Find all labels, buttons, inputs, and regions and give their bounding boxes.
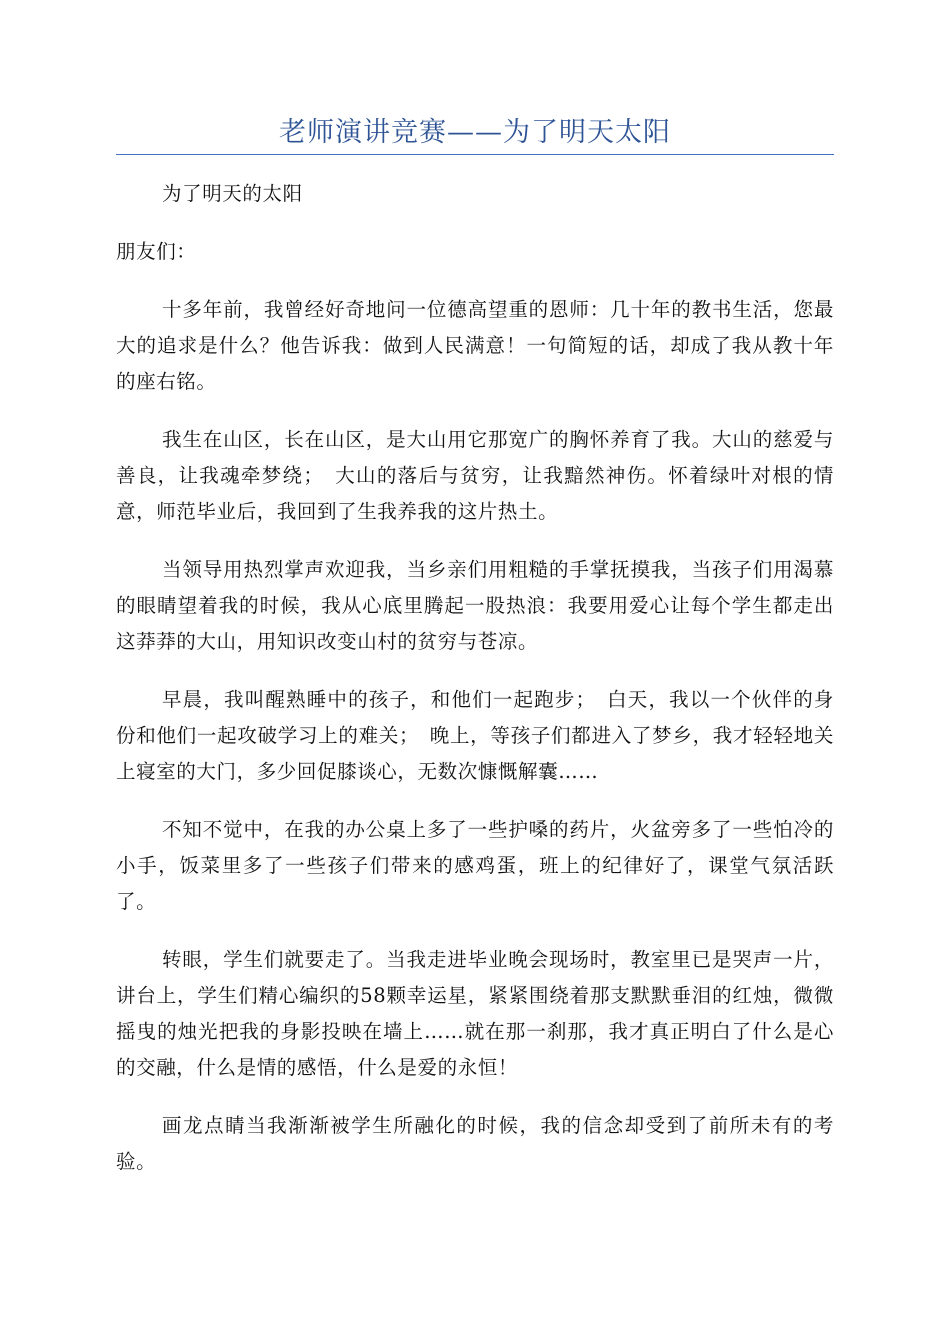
title-underline (116, 154, 834, 155)
paragraph: 当领导用热烈掌声欢迎我，当乡亲们用粗糙的手掌抚摸我，当孩子们用渴慕的眼睛望着我的时候，我从心底里腾起一股热浪：我要用爱心让每个学生都走出这莽莽的大山，用知识改变山村的贫穷与苍凉。 (116, 558, 834, 653)
paragraph-salutation: 朋友们： (116, 240, 197, 263)
paragraph: 不知不觉中，在我的办公桌上多了一些护嗓的药片，火盆旁多了一些怕冷的小手，饭菜里多了一些孩子们带来的感鸡蛋，班上的纪律好了，课堂气氛活跃了。 (116, 818, 834, 913)
paragraph: 我生在山区，长在山区，是大山用它那宽广的胸怀养育了我。大山的慈爱与善良，让我魂牵梦绕； 大山的落后与贫穷，让我黯然神伤。怀着绿叶对根的情意，师范毕业后，我回到了生我养我的这片热土。 (116, 428, 834, 523)
paragraph-subtitle: 为了明天的太阳 (162, 182, 303, 205)
document-body (116, 176, 834, 1202)
paragraph: 十多年前，我曾经好奇地问一位德高望重的恩师：几十年的教书生活，您最大的追求是什么？他告诉我：做到人民满意！一句简短的话，却成了我从教十年的座右铭。 (116, 298, 834, 393)
document-title: 老师演讲竞赛——为了明天太阳 (279, 117, 671, 148)
paragraph: 画龙点睛当我渐渐被学生所融化的时候，我的信念却受到了前所未有的考验。 (116, 1114, 834, 1173)
paragraph: 早晨，我叫醒熟睡中的孩子，和他们一起跑步； 白天，我以一个伙伴的身份和他们一起攻破学习上的难关； 晚上，等孩子们都进入了梦乡，我才轻轻地关上寝室的大门，多少回促膝谈心，无数次慷慨解囊…… (116, 688, 834, 783)
paragraph: 转眼，学生们就要走了。当我走进毕业晚会现场时，教室里已是哭声一片，讲台上，学生们精心编织的58颗幸运星，紧紧围绕着那支默默垂泪的红烛，微微摇曳的烛光把我的身影投映在墙上……就在那一刹那，我才真正明白了什么是心的交融，什么是情的感悟，什么是爱的永恒！ (116, 948, 834, 1079)
